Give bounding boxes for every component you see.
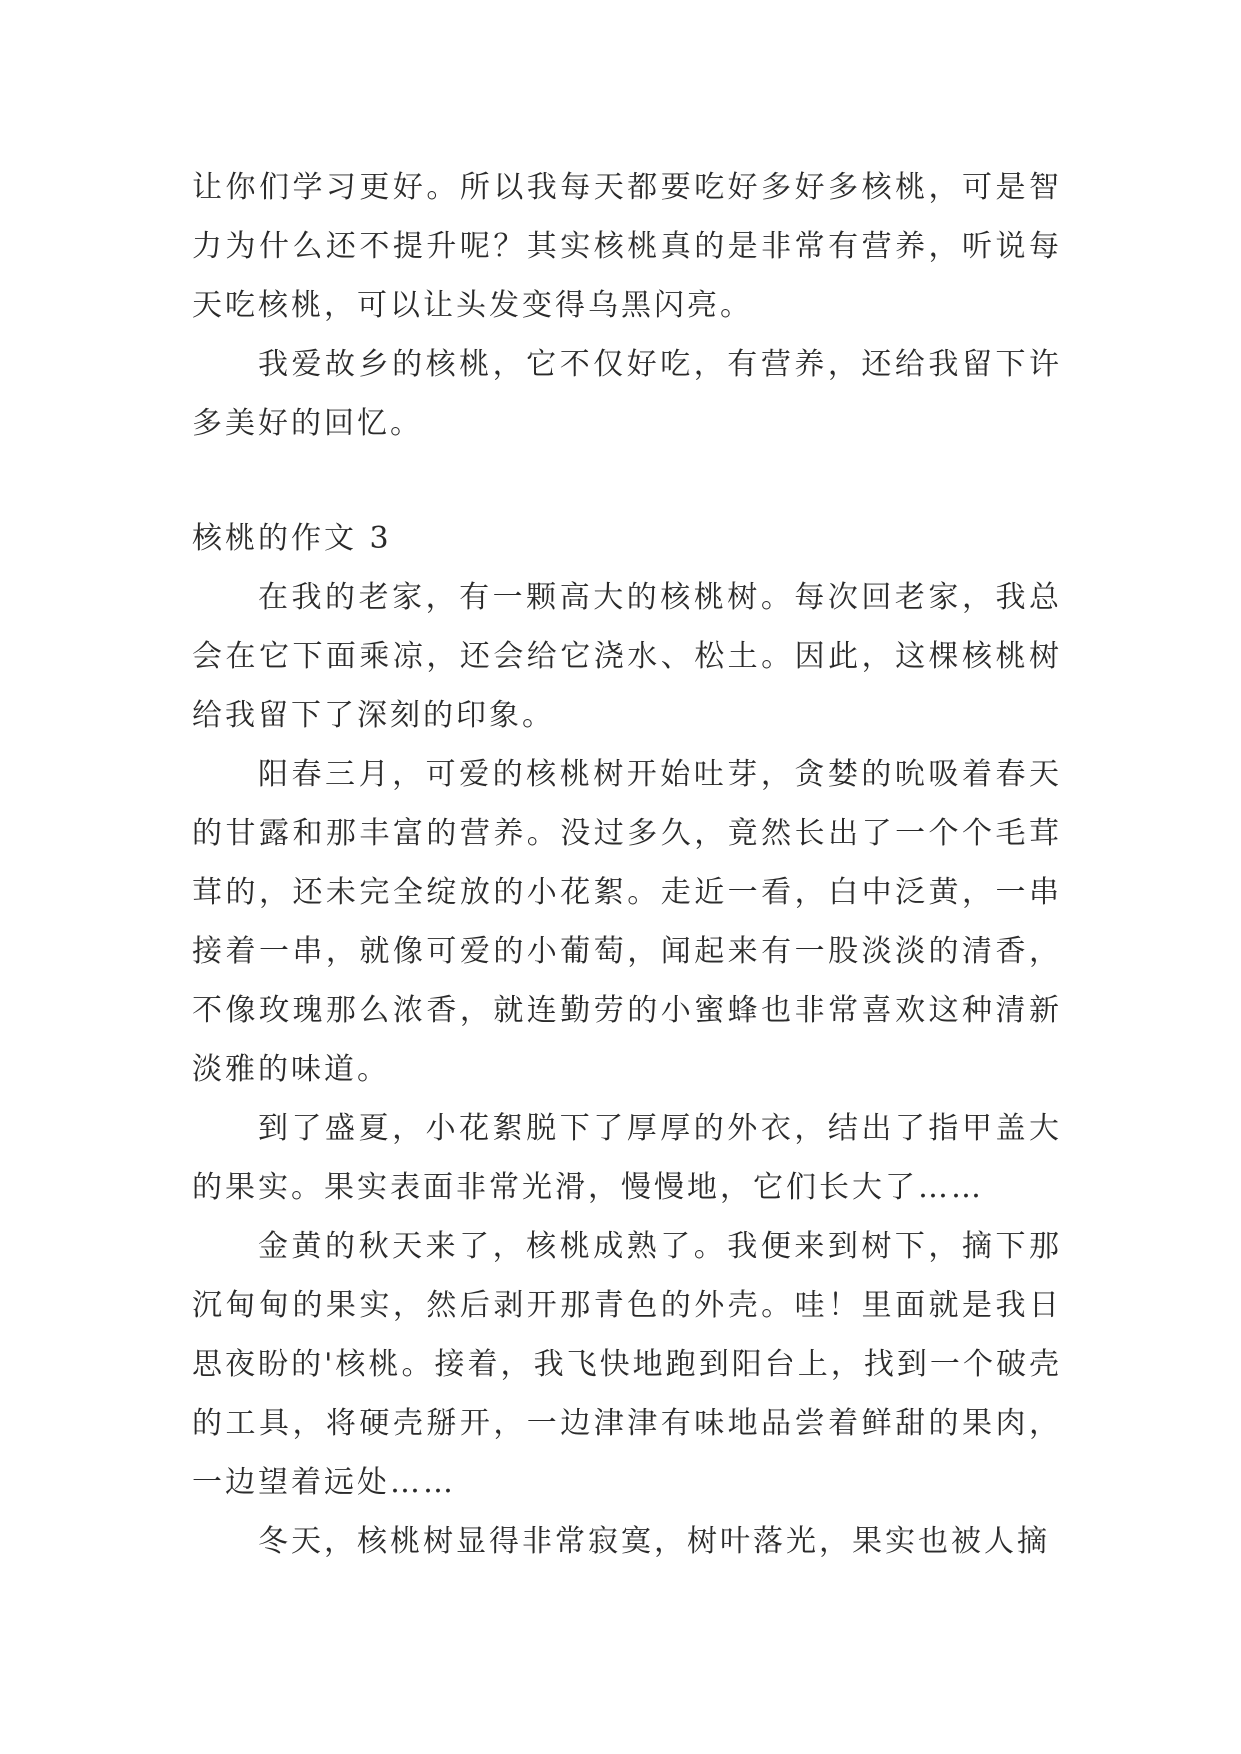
section-title: 核桃的作文 3 xyxy=(192,521,392,556)
document-body xyxy=(192,158,1062,1571)
paragraph: 冬天，核桃树显得非常寂寞，树叶落光，果实也被人摘 xyxy=(258,1524,1050,1559)
section-spacer xyxy=(192,453,1062,509)
paragraph: 我爱故乡的核桃，它不仅好吃，有营养，还给我留下许多美好的回忆。 xyxy=(192,347,1062,441)
paragraph: 到了盛夏，小花絮脱下了厚厚的外衣，结出了指甲盖大的果实。果实表面非常光滑，慢慢地，它们长大了…… xyxy=(192,1111,1062,1205)
paragraph: 阳春三月，可爱的核桃树开始吐芽，贪婪的吮吸着春天的甘露和那丰富的营养。没过多久，竟然长出了一个个毛茸茸的，还未完全绽放的小花絮。走近一看，白中泛黄，一串接着一串，就像可爱的小葡萄，闻起来有一股淡淡的清香，不像玫瑰那么浓香，就连勤劳的小蜜蜂也非常喜欢这种清新淡雅的味道。 xyxy=(192,757,1062,1087)
paragraph-continued: 让你们学习更好。所以我每天都要吃好多好多核桃，可是智力为什么还不提升呢？其实核桃真的是非常有营养，听说每天吃核桃，可以让头发变得乌黑闪亮。 xyxy=(192,170,1062,323)
paragraph: 在我的老家，有一颗高大的核桃树。每次回老家，我总会在它下面乘凉，还会给它浇水、松土。因此，这棵核桃树给我留下了深刻的印象。 xyxy=(192,580,1062,733)
paragraph: 金黄的秋天来了，核桃成熟了。我便来到树下，摘下那沉甸甸的果实，然后剥开那青色的外壳。哇！里面就是我日思夜盼的'核桃。接着，我飞快地跑到阳台上，找到一个破壳的工具，将硬壳掰开，一边津津有味地品尝着鲜甜的果肉，一边望着远处…… xyxy=(192,1229,1062,1500)
